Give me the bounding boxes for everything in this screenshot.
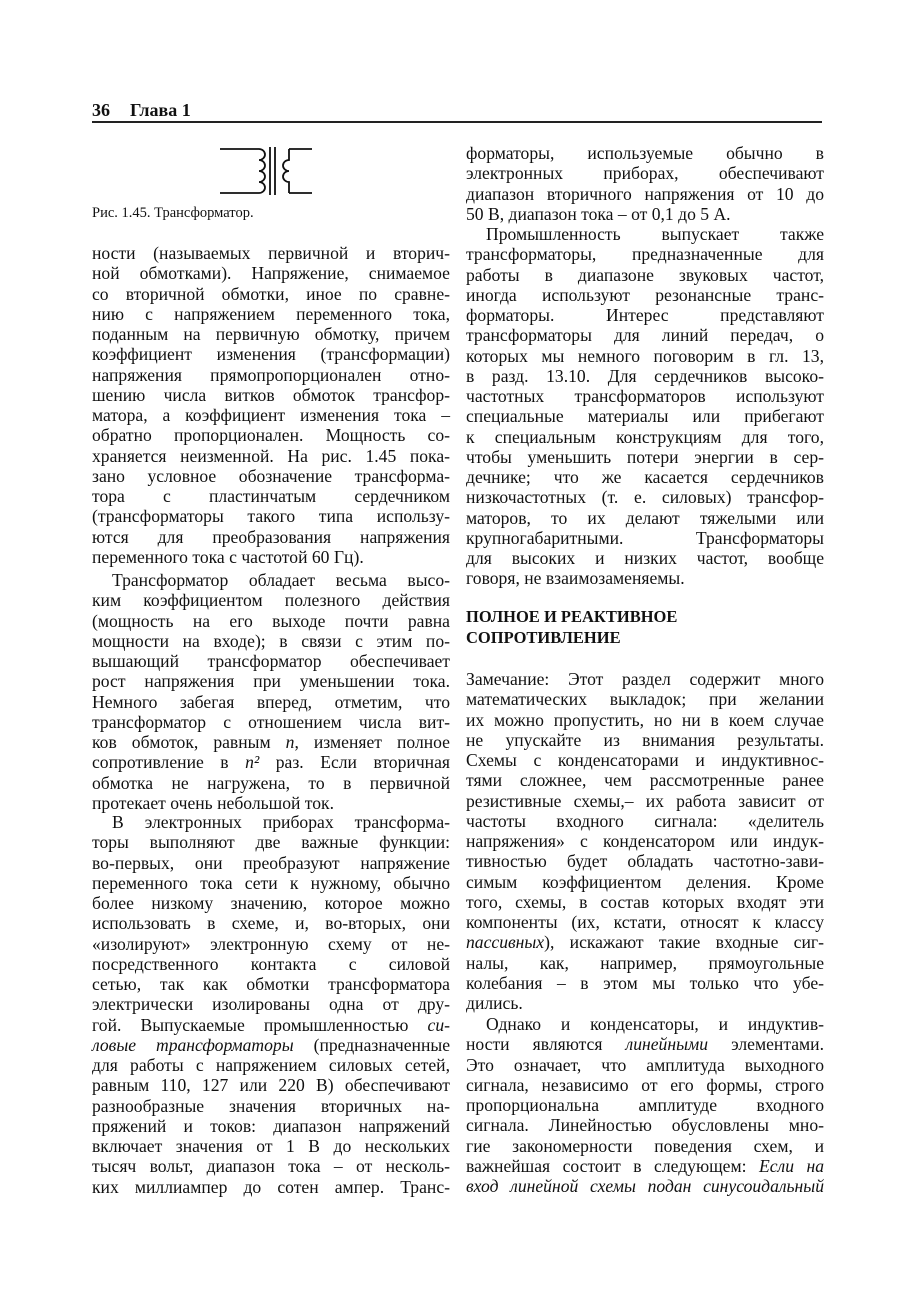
text-line: трансформаторы, предназначенные для (466, 244, 824, 265)
text-line: протекает очень небольшой ток. (92, 792, 334, 813)
text-line: электрически изолированы одна от дру- (92, 994, 450, 1015)
text-line: частотных трансформаторов используют (466, 386, 824, 406)
text-line: ются для преобразования напряжения (92, 526, 450, 547)
text-line: более низкому значению, которое можно (92, 893, 450, 913)
text-line: равным 110, 127 или 220 В) обеспечивают (92, 1075, 450, 1096)
text-line (466, 1156, 824, 1176)
paragraph (466, 224, 824, 589)
text-line: тора с пластинчатым сердечником (92, 486, 450, 506)
italic-text: n (285, 732, 295, 752)
text-line (92, 732, 450, 752)
text-line: их можно пропустить, но ни в коем случае (466, 709, 824, 730)
text-line: зано условное обозначение трансформа- (92, 465, 450, 486)
text-line (466, 1034, 824, 1054)
paragraph (92, 812, 450, 1197)
text-line: Схемы с конденсаторами и индуктивнос- (466, 750, 824, 770)
text-line: напряжения» с конденсатором или индук- (466, 831, 824, 851)
text-line: специальные материалы или прибегают (466, 406, 824, 427)
italic-text: n² (245, 752, 260, 773)
text-line: не упускайте из внимания результаты. (466, 729, 824, 750)
text-line: обмотка не нагружена, то в первичной (92, 772, 450, 793)
text-line: сетью, так как обмотки трансформатора (92, 974, 450, 994)
text-line: электронных приборах, обеспечивают (466, 163, 824, 184)
text-line: Однако и конденсаторы, и индуктив- (486, 1014, 824, 1034)
section-heading-line: ПОЛНОЕ И РЕАКТИВНОЕ (466, 607, 678, 626)
text-line: тивностью будет обладать частотно-зави- (466, 851, 824, 872)
text-line: переменного тока с частотой 60 Гц). (92, 546, 364, 567)
text-line: дечнике; что же касается сердечников (466, 467, 824, 487)
text-line: которых мы немного поговорим в гл. 13, (466, 345, 824, 366)
text-line: ких миллиампер до сотен ампер. Транс- (92, 1176, 450, 1197)
text-line: работы в диапазоне звуковых частот, (466, 264, 824, 285)
text-line: форматоры, используемые обычно в (466, 143, 824, 163)
page-number: 36 (92, 100, 110, 120)
text-line: дились. (466, 993, 523, 1013)
text-line: рост напряжения при уменьшении тока. (92, 671, 450, 692)
italic-text: Если на (758, 1155, 824, 1176)
text-line: шению числа витков обмоток трансфор- (92, 384, 450, 405)
text-line: использовать в схеме, и, во-вторых, они (92, 913, 450, 934)
text-line: к специальным конструкциям для того, (466, 426, 824, 447)
text-line: пряжений и токов: диапазон напряжений (92, 1115, 450, 1136)
text-line: Немного забегая вперед, отметим, что (92, 691, 450, 712)
text-line: тысяч вольт, диапазон тока – от несколь- (92, 1156, 450, 1177)
text-line: того, схемы, в состав которых входят эти (466, 891, 824, 912)
text-line: пропорциональна амплитуде входного (466, 1095, 824, 1115)
text-line: диапазон вторичного напряжения от 10 до (466, 183, 824, 204)
text-span: ности являются (466, 1034, 626, 1055)
header-rule (92, 121, 822, 123)
transformer-symbol-icon (215, 143, 315, 199)
text-line: (мощность на его выходе почти равна (92, 610, 450, 631)
text-line: переменного тока сети к нужному, обычно (92, 872, 450, 893)
text-line: Промышленность выпускает также (486, 224, 824, 244)
text-line: «изолируют» электронную схему от не- (92, 933, 450, 954)
italic-text: вход линейной схемы подан синусоидальный (466, 1176, 824, 1196)
text-line: ким коэффициентом полезного действия (92, 590, 450, 611)
transformer-figure (215, 143, 315, 204)
text-line: налы, как, например, прямоугольные (466, 952, 824, 973)
text-line: трансформатор с отношением числа вит- (92, 711, 450, 732)
text-line: крупногабаритными. Трансформаторы (466, 527, 824, 548)
text-line: математических выкладок; при желании (466, 689, 824, 710)
text-line: чтобы уменьшить потери энергии в сер- (466, 446, 824, 467)
text-line: симым коэффициентом деления. Кроме (466, 871, 824, 892)
text-span: гой. Выпускаемые промышленностью (92, 1014, 428, 1035)
text-line: мощности на входе); в связи с этим по- (92, 630, 450, 651)
text-line: трансформаторы для линий передач, о (466, 325, 824, 346)
chapter-title: Глава 1 (130, 100, 191, 120)
text-line: храняется неизменной. На рис. 1.45 пока- (92, 445, 450, 466)
text-line: во-первых, они преобразуют напряжение (92, 852, 450, 873)
text-line: В электронных приборах трансформа- (112, 812, 450, 832)
text-line: напряжения прямопропорционален отно- (92, 364, 450, 385)
text-line: форматоры. Интерес представляют (466, 305, 824, 325)
paragraph (466, 669, 824, 1013)
text-line: маторов, то их делают тяжелыми или (466, 507, 824, 528)
text-span: , изменяет полное (294, 732, 450, 752)
text-line (92, 1015, 450, 1035)
text-line: коэффициент изменения (трансформации) (92, 344, 450, 365)
text-line: компоненты (их, кстати, относят к классу (466, 912, 824, 932)
text-line (92, 1035, 450, 1055)
text-line: Замечание: Этот раздел содержит много (466, 669, 824, 689)
text-line: Трансформатор обладает весьма высо- (112, 570, 450, 590)
text-line: нию с напряжением переменного тока, (92, 303, 450, 324)
text-span: сопротивление в (92, 752, 246, 773)
text-line: гие закономерности поведения схем, и (466, 1135, 824, 1156)
text-line: частоты входного сигнала: «делитель (466, 810, 824, 831)
text-line (92, 752, 450, 772)
figure-caption: Рис. 1.45. Трансформатор. (92, 205, 254, 221)
text-line: вышающий трансформатор обеспечивает (92, 651, 450, 671)
text-line: разнообразные значения вторичных на- (92, 1095, 450, 1116)
text-line: посредственного контакта с силовой (92, 953, 450, 974)
text-line (466, 1176, 824, 1196)
text-line: иногда используют резонансные транс- (466, 284, 824, 305)
section-heading (466, 607, 677, 648)
text-line (466, 932, 824, 952)
paragraph (466, 143, 824, 224)
section-heading-line: СОПРОТИВЛЕНИЕ (466, 627, 621, 647)
text-line: тями сложнее, чем рассмотренные ранее (466, 770, 824, 791)
text-line: сигнала, независимо от его формы, строго (466, 1074, 824, 1095)
text-line: матора, а коэффициент изменения тока – (92, 405, 450, 425)
paragraph (92, 243, 450, 567)
text-line: резистивные схемы,– их работа зависит от (466, 790, 824, 811)
text-line: ной обмотками). Напряжение, снимаемое (92, 263, 450, 284)
text-line: для высоких и низких частот, вообще (466, 548, 824, 568)
text-line: сигнала. Линейностью обусловлены мно- (466, 1115, 824, 1136)
text-span: (предназначенные (293, 1034, 450, 1055)
text-span: важнейшая состоит в следующем: (466, 1155, 759, 1176)
italic-text: пассивных (466, 932, 545, 953)
text-span: раз. Если вторичная (259, 752, 450, 773)
paragraph (466, 1014, 824, 1196)
italic-text: линейными (625, 1034, 709, 1055)
text-line: Это означает, что амплитуда выходного (466, 1054, 824, 1075)
running-head (92, 100, 191, 121)
text-span: ков обмоток, равным (92, 732, 286, 752)
text-line: в разд. 13.10. Для сердечников высоко- (466, 365, 824, 386)
text-line: для работы с напряжением силовых сетей, (92, 1055, 450, 1075)
text-line: поданным на первичную обмотку, причем (92, 324, 450, 344)
text-span: элементами. (708, 1034, 824, 1055)
text-span: ), искажают такие входные сиг- (544, 932, 824, 953)
paragraph (92, 570, 450, 813)
italic-text: ловые трансформаторы (92, 1034, 294, 1055)
text-line: ности (называемых первичной и вторич- (92, 243, 450, 263)
text-line: говоря, не взаимозаменяемы. (466, 568, 685, 589)
text-line: со вторичной обмотки, иное по сравне- (92, 283, 450, 304)
italic-text: си- (427, 1014, 450, 1035)
text-line: колебания – в этом мы только что убе- (466, 972, 824, 993)
text-line: включает значения от 1 В до нескольких (92, 1136, 450, 1156)
text-line: обратно пропорционален. Мощность со- (92, 425, 450, 446)
text-line: 50 В, диапазон тока – от 0,1 до 5 А. (466, 203, 731, 224)
text-line: торы выполняют две важные функции: (92, 832, 450, 853)
text-line: (трансформаторы такого типа использу- (92, 506, 450, 527)
text-line: низкочастотных (т. е. силовых) трансфор- (466, 487, 824, 508)
